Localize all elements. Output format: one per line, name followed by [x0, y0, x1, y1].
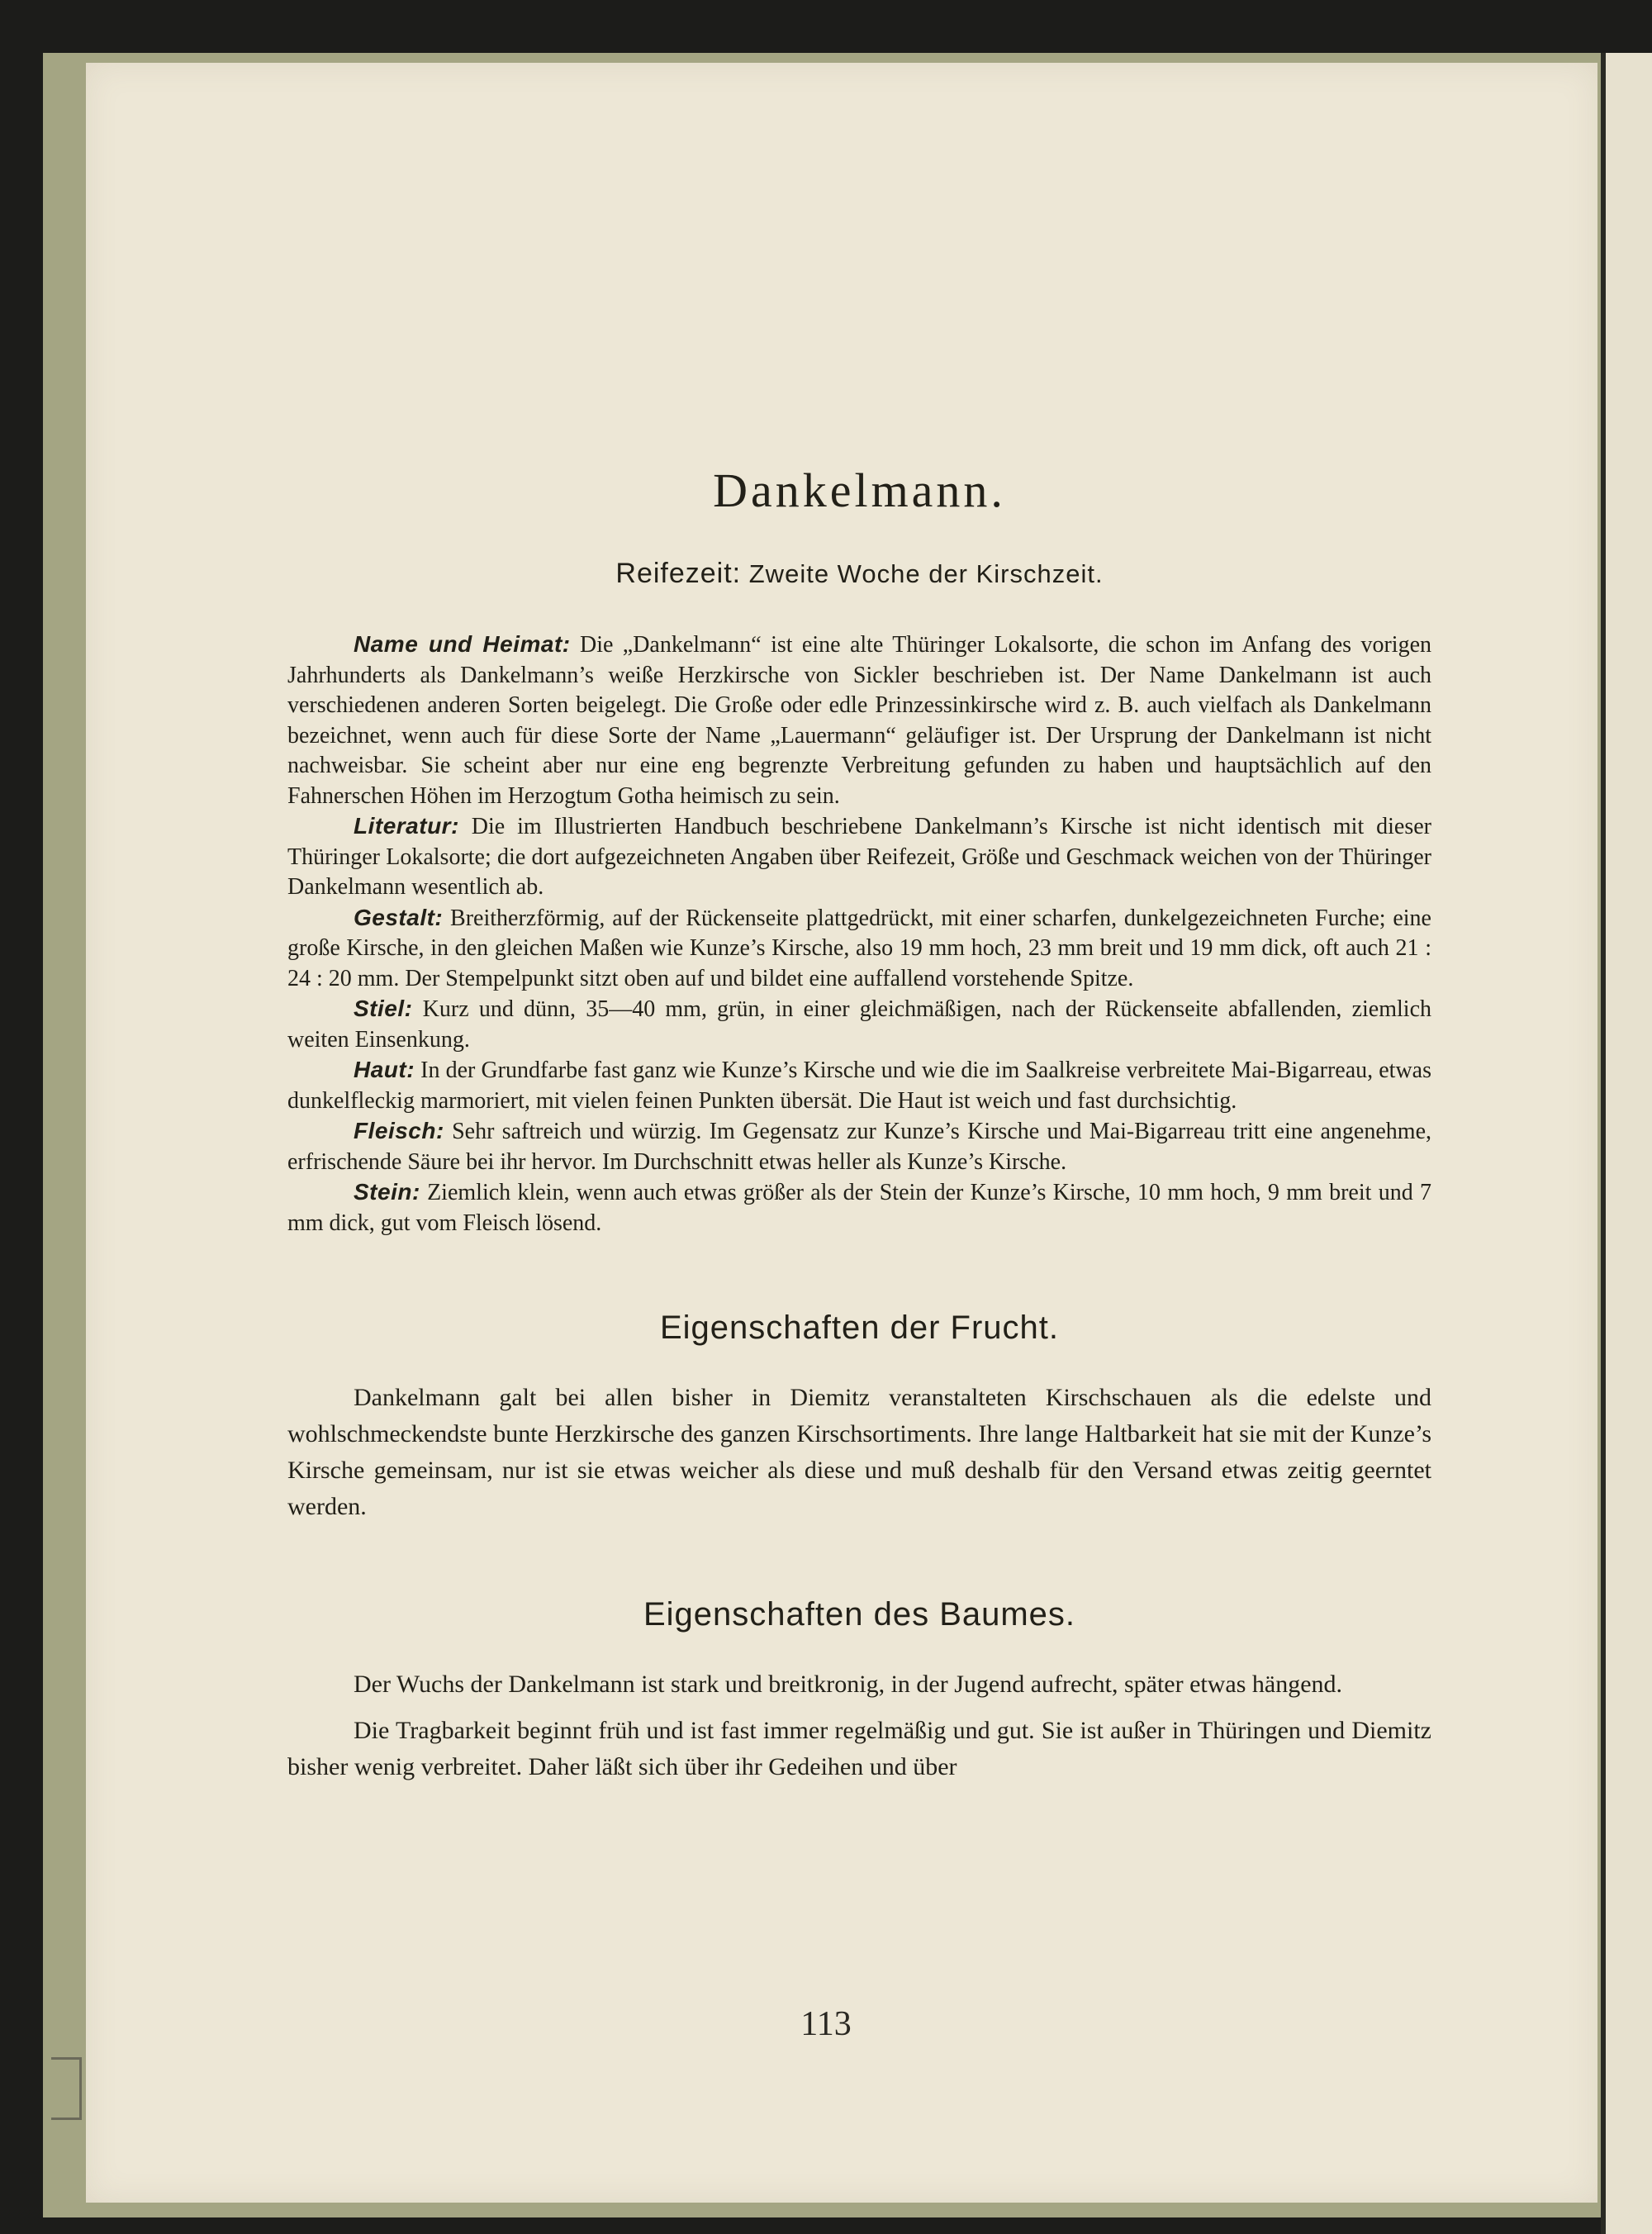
- paragraph-fleisch: [287, 1116, 1431, 1177]
- paragraph-gestalt: [287, 903, 1431, 995]
- paragraph-label: Literatur:: [354, 813, 459, 839]
- page-number: 113: [800, 2005, 852, 2043]
- next-page-edge: [1602, 53, 1652, 2234]
- page-title: Dankelmann.: [713, 463, 1006, 517]
- section-paragraph: Dankelmann galt bei allen bisher in Diemitz veranstalteten Kirschschauen als die edelste und wohlschmeckendste bunte Herzkirsche des ganzen Kirschsortiments. Ihre lange Haltbarkeit hat sie mit der Kunze’s Kirsche gemeinsam, nur ist sie etwas weicher als diese und muß deshalb für den Versand etwas zeitig geerntet werden.: [287, 1384, 1431, 1520]
- section-heading-tree: Eigenschaften des Baumes.: [643, 1596, 1076, 1633]
- paragraph-text: Breitherzförmig, auf der Rückenseite plattgedrückt, mit einer scharfen, dunkelgezeichneten Furche; eine große Kirsche, in den gleichen Maßen wie Kunze’s Kirsche, also 19 mm hoch, 23 mm breit und 19 mm dick, oft auch 21 : 24 : 20 mm. Der Stempelpunkt sitzt oben auf und bildet eine auffallend vorstehende Spitze.: [287, 905, 1431, 991]
- ripening-time-value: Zweite Woche der Kirschzeit.: [748, 559, 1104, 588]
- paragraph-name-heimat: [287, 630, 1431, 811]
- page-gutter-line: [1601, 53, 1606, 2234]
- paragraph-stein: [287, 1177, 1431, 1238]
- paragraph-text: In der Grundfarbe fast ganz wie Kunze’s Kirsche und wie die im Saalkreise verbreitete Mai-Bigarreau, etwas dunkelfleckig marmoriert, mit vielen feinen Punkten übersät. Die Haut ist weich und fast durchsichtig.: [287, 1058, 1431, 1114]
- description-block: [287, 630, 1431, 1238]
- section-heading-fruit: Eigenschaften der Frucht.: [659, 1310, 1060, 1346]
- paragraph-label: Haut:: [354, 1057, 415, 1082]
- section-tree-text: [287, 1666, 1431, 1785]
- paragraph-text: Die im Illustrierten Handbuch beschriebene Dankelmann’s Kirsche ist nicht identisch mit dieser Thüringer Lokalsorte; die dort aufgezeichneten Angaben über Reifezeit, Größe und Geschmack weichen von der Thüringer Dankelmann wesentlich ab.: [287, 814, 1431, 900]
- paragraph-literatur: [287, 811, 1431, 903]
- section-fruit-text: [287, 1380, 1431, 1525]
- paragraph-text: Kurz und dünn, 35—40 mm, grün, in einer gleichmäßigen, nach der Rückenseite abfallenden, ziemlich weiten Einsenkung.: [287, 996, 1431, 1053]
- section-paragraph: Die Tragbarkeit beginnt früh und ist fast immer regelmäßig und gut. Sie ist außer in Thüringen und Diemitz bisher wenig verbreitet. Daher läßt sich über ihr Gedeihen und über: [287, 1717, 1431, 1780]
- paragraph-label: Stein:: [354, 1179, 420, 1205]
- paragraph-text: Die „Dankelmann“ ist eine alte Thüringer Lokalsorte, die schon im Anfang des vorigen Jahrhunderts als Dankelmann’s weiße Herzkirsche von Sickler beschrieben ist. Der Name Dankelmann ist auch verschiedenen anderen Sorten beigelegt. Die Große oder edle Prinzessinkirsche wird z. B. auch vielfach als Dankelmann bezeichnet, wenn auch für diese Sorte der Name „Lauermann“ geläufiger ist. Der Ursprung der Dankelmann ist nicht nachweisbar. Sie scheint aber nur eine eng begrenzte Verbreitung gefunden zu haben und hauptsächlich auf den Fahnerschen Höhen im Herzogtum Gotha heimisch zu sein.: [287, 632, 1431, 809]
- paragraph-stiel: [287, 994, 1431, 1055]
- paragraph-label: Stiel:: [354, 996, 413, 1021]
- paragraph-label: Name und Heimat:: [354, 631, 571, 657]
- paragraph-label: Fleisch:: [354, 1118, 444, 1143]
- library-stamp-mark: [51, 2057, 82, 2120]
- paragraph-text: Sehr saftreich und würzig. Im Gegensatz zur Kunze’s Kirsche und Mai-Bigarreau tritt eine angenehme, erfrischende Säure bei ihr hervor. Im Durchschnitt etwas heller als Kunze’s Kirsche.: [287, 1119, 1431, 1175]
- paragraph-label: Gestalt:: [354, 904, 444, 930]
- paragraph-haut: [287, 1055, 1431, 1116]
- page-content: [287, 463, 1431, 1795]
- paragraph-text: Ziemlich klein, wenn auch etwas größer als der Stein der Kunze’s Kirsche, 10 mm hoch, 9 mm breit und 7 mm dick, gut vom Fleisch lösend.: [287, 1180, 1431, 1236]
- ripening-time: [287, 558, 1431, 590]
- ripening-time-label: Reifezeit:: [615, 558, 742, 589]
- section-paragraph: Der Wuchs der Dankelmann ist stark und breitkronig, in der Jugend aufrecht, später etwas hängend.: [354, 1671, 1343, 1698]
